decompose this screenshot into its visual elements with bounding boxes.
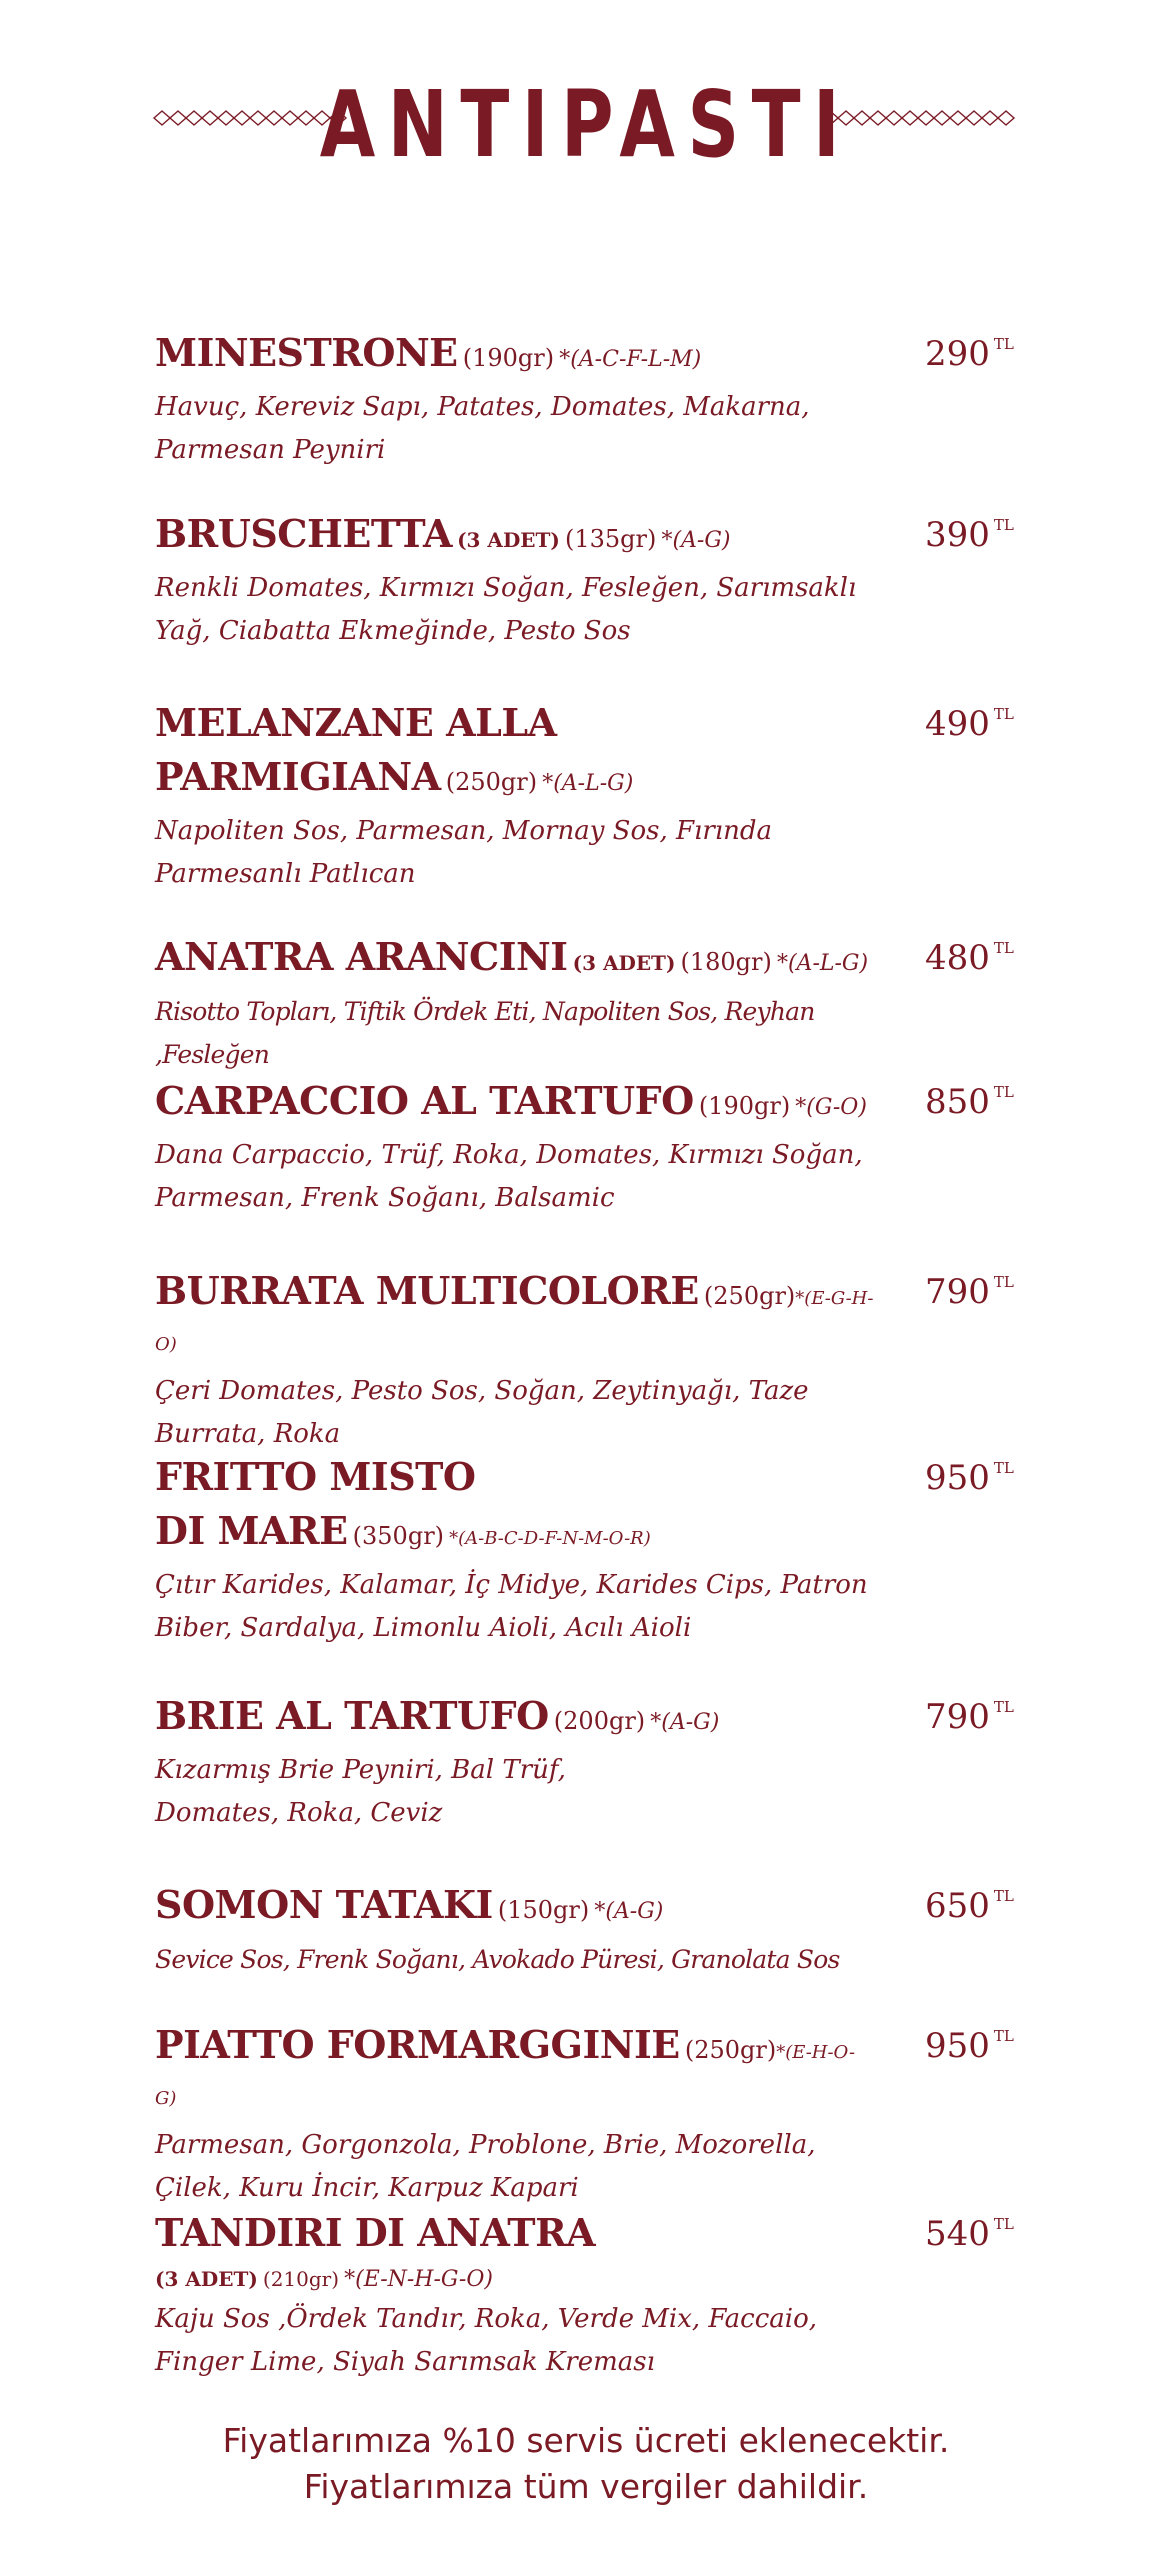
item-allergens: *(A-G) <box>650 1710 720 1735</box>
item-weight: (350gr) <box>352 1522 445 1550</box>
price-value: 480 <box>925 938 990 978</box>
item-price <box>925 704 1035 744</box>
item-description: Renkli Domates, Kırmızı Soğan, Fesleğen, Sarımsaklı Yağ, Ciabatta Ekmeğinde, Pesto Sos <box>155 573 857 646</box>
item-allergens: *(E-G-H-O) <box>155 1288 874 1355</box>
item-allergens: *(E-H-O-G) <box>155 2042 856 2109</box>
item-name-line1: MELANZANE ALLA <box>155 700 557 745</box>
currency-label: TL <box>993 1887 1014 1905</box>
price-value: 790 <box>925 1272 990 1312</box>
menu-item-carpaccio <box>155 1078 1025 1220</box>
currency-label: TL <box>993 705 1014 723</box>
item-price <box>925 1082 1035 1122</box>
currency-label: TL <box>993 516 1014 534</box>
item-allergens: *(G-O) <box>795 1095 867 1120</box>
menu-item-tandiri-di-anatra <box>155 2210 1025 2384</box>
menu-item-bruschetta <box>155 511 1025 653</box>
menu-footer <box>0 2418 1172 2510</box>
currency-label: TL <box>993 1459 1014 1477</box>
item-price <box>925 1697 1035 1737</box>
item-heading <box>155 700 875 808</box>
tax-note: Fiyatlarımıza tüm vergiler dahildir. <box>303 2467 869 2506</box>
item-heading <box>155 1454 875 1562</box>
item-description: Parmesan, Gorgonzola, Problone, Brie, Mozorella, Çilek, Kuru İncir, Karpuz Kapari <box>155 2130 816 2203</box>
item-price <box>925 1272 1035 1312</box>
item-description: Risotto Topları, Tiftik Ördek Eti, Napoliten Sos, Reyhan ,Fesleğen <box>155 997 815 1069</box>
item-price <box>925 2026 1035 2066</box>
menu-header <box>0 60 1172 180</box>
price-value: 950 <box>925 2026 990 2066</box>
item-description: Kaju Sos ,Ördek Tandır, Roka, Verde Mix, Faccaio, Finger Lime, Siyah Sarımsak Kreması <box>155 2304 818 2377</box>
menu-item-piatto-formargginie <box>155 2022 1025 2210</box>
item-allergens: *(A-L-G) <box>776 951 869 976</box>
menu-item-brie <box>155 1693 1025 1835</box>
item-name: CARPACCIO AL TARTUFO <box>155 1078 694 1123</box>
item-heading <box>155 2022 875 2122</box>
item-description: Çeri Domates, Pesto Sos, Soğan, Zeytinyağı, Taze Burrata, Roka <box>155 1376 809 1449</box>
item-name-line2: DI MARE <box>155 1508 348 1553</box>
currency-label: TL <box>993 1698 1014 1716</box>
item-name: BURRATA MULTICOLORE <box>155 1268 699 1313</box>
page-title: ANTIPASTI <box>319 71 853 178</box>
price-value: 850 <box>925 1082 990 1122</box>
price-value: 290 <box>925 334 990 374</box>
item-price <box>925 515 1035 555</box>
item-allergens: *(A-C-F-L-M) <box>559 347 702 372</box>
item-allergens: *(A-B-C-D-F-N-M-O-R) <box>449 1528 651 1549</box>
item-weight: (180gr) <box>680 948 772 976</box>
item-price <box>925 1458 1035 1498</box>
item-quantity: (3 ADET) <box>155 2267 258 2291</box>
item-price <box>925 2214 1035 2254</box>
item-description: Kızarmış Brie Peyniri, Bal Trüf, Domates, Roka, Ceviz <box>155 1755 566 1828</box>
item-description: Sevice Sos, Frenk Soğanı, Avokado Püresi, Granolata Sos <box>155 1945 840 1974</box>
item-heading <box>155 2210 875 2264</box>
item-name: BRIE AL TARTUFO <box>155 1693 549 1738</box>
price-value: 650 <box>925 1886 990 1926</box>
service-fee-note: Fiyatlarımıza %10 servis ücreti eklenecektir. <box>222 2421 950 2460</box>
item-heading <box>155 1882 875 1936</box>
item-quantity: (3 ADET) <box>572 951 676 975</box>
item-weight: (250gr) <box>445 768 538 796</box>
item-weight: (135gr) <box>564 525 657 553</box>
item-weight: (250gr) <box>684 2036 777 2064</box>
item-quantity: (3 ADET) <box>457 528 560 552</box>
menu-item-minestrone <box>155 330 1025 472</box>
item-weight: (190gr) <box>698 1092 791 1120</box>
item-heading <box>155 1078 875 1132</box>
item-name-line2: PARMIGIANA <box>155 754 441 799</box>
item-description: Napoliten Sos, Parmesan, Mornay Sos, Fırında Parmesanlı Patlıcan <box>155 816 773 889</box>
item-description: Çıtır Karides, Kalamar, İç Midye, Karides Cips, Patron Biber, Sardalya, Limonlu Aioli, Acılı Aioli <box>155 1570 868 1643</box>
item-name: BRUSCHETTA <box>155 511 452 556</box>
item-price <box>925 334 1035 374</box>
item-price <box>925 1886 1035 1926</box>
item-weight: (190gr) <box>462 344 555 372</box>
menu-item-fritto-misto <box>155 1454 1025 1650</box>
item-name: ANATRA ARANCINI <box>155 934 568 979</box>
item-heading <box>155 330 875 384</box>
item-allergens: *(E-N-H-G-O) <box>344 2267 493 2292</box>
item-name: PIATTO FORMARGGINIE <box>155 2022 680 2067</box>
currency-label: TL <box>993 2027 1014 2045</box>
item-name: SOMON TATAKI <box>155 1882 493 1927</box>
item-subheading <box>155 2264 1025 2296</box>
price-value: 540 <box>925 2214 990 2254</box>
currency-label: TL <box>993 939 1014 957</box>
price-value: 390 <box>925 515 990 555</box>
item-weight: (200gr) <box>553 1707 646 1735</box>
currency-label: TL <box>993 2215 1014 2233</box>
item-description: Havuç, Kereviz Sapı, Patates, Domates, Makarna, Parmesan Peyniri <box>155 392 810 465</box>
price-value: 490 <box>925 704 990 744</box>
item-allergens: *(A-G) <box>594 1899 664 1924</box>
currency-label: TL <box>993 1273 1014 1291</box>
diamond-ornament-right <box>820 108 1016 128</box>
item-name-line1: FRITTO MISTO <box>155 1454 476 1499</box>
item-description: Dana Carpaccio, Trüf, Roka, Domates, Kırmızı Soğan, Parmesan, Frenk Soğanı, Balsamic <box>155 1140 863 1213</box>
menu-item-anatra-arancini <box>155 934 1025 1076</box>
price-value: 950 <box>925 1458 990 1498</box>
item-heading <box>155 1693 875 1747</box>
currency-label: TL <box>993 1083 1014 1101</box>
price-value: 790 <box>925 1697 990 1737</box>
item-weight: (250gr) <box>703 1282 796 1310</box>
item-weight: (150gr) <box>497 1896 590 1924</box>
item-heading <box>155 934 875 988</box>
menu-item-somon-tataki <box>155 1882 1025 1981</box>
item-allergens: *(A-G) <box>661 528 731 553</box>
menu-item-burrata <box>155 1268 1025 1456</box>
item-name: MINESTRONE <box>155 330 458 375</box>
item-heading <box>155 1268 875 1368</box>
item-price <box>925 938 1035 978</box>
item-heading <box>155 511 875 565</box>
menu-item-melanzane <box>155 700 1025 896</box>
item-name: TANDIRI DI ANATRA <box>155 2210 596 2255</box>
item-allergens: *(A-L-G) <box>542 771 634 796</box>
item-weight: (210gr) <box>262 2267 340 2291</box>
currency-label: TL <box>993 335 1014 353</box>
